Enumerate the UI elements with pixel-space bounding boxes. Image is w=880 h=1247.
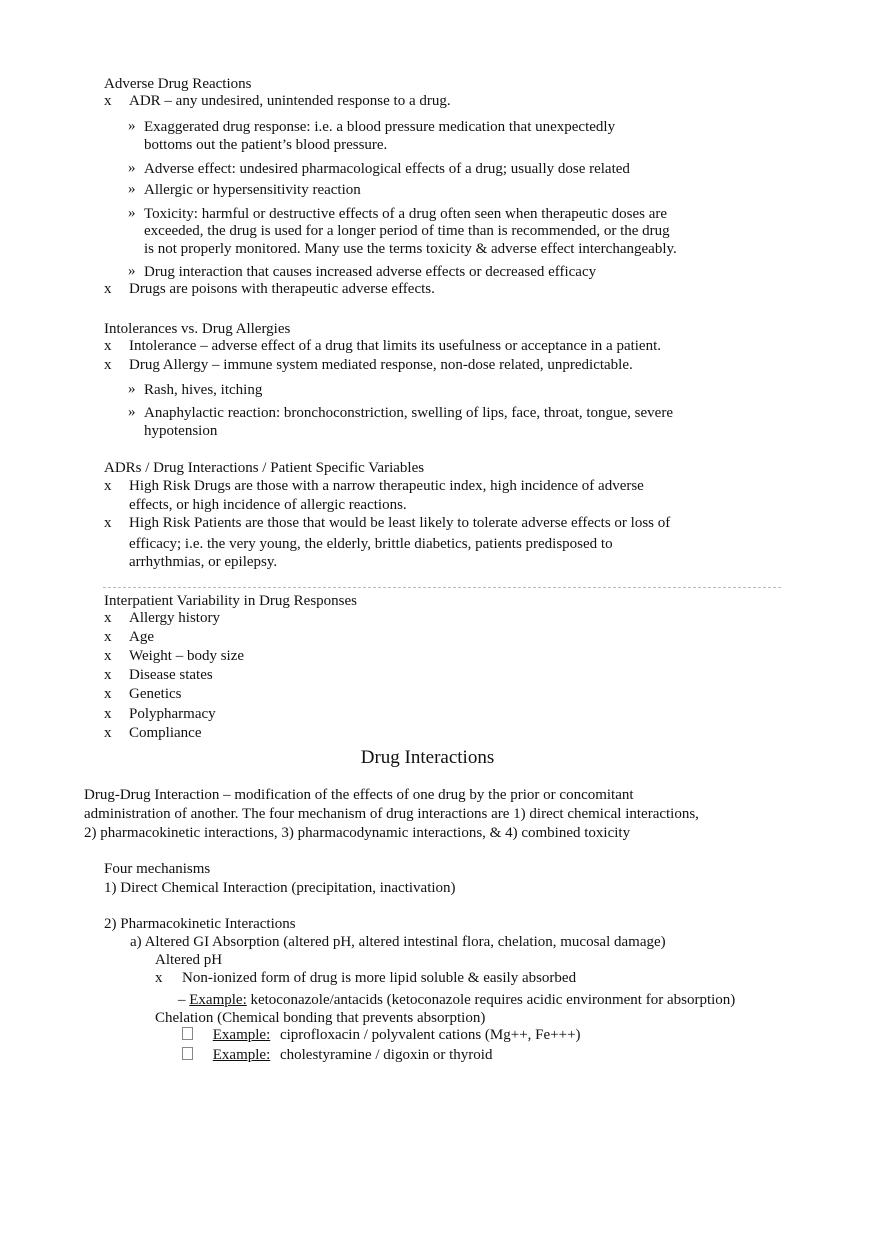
- risk-item-1-line-1: High Risk Drugs are those with a narrow therapeutic index, high incidence of adverse: [129, 478, 644, 494]
- variability-item: Disease states: [129, 667, 213, 683]
- chevron-bullet: »: [128, 381, 136, 397]
- bullet-x: x: [104, 338, 112, 354]
- bullet-x: x: [104, 667, 112, 683]
- intolerance-item-1: Intolerance – adverse effect of a drug that limits its usefulness or acceptance in a patient.: [129, 338, 662, 354]
- chevron-bullet: »: [128, 181, 136, 197]
- example-label: Example:: [212, 1047, 271, 1063]
- risk-item-2-line-3: arrhythmias, or epilepsy.: [129, 554, 278, 570]
- chevron-bullet: »: [128, 118, 136, 134]
- bullet-x: x: [155, 970, 163, 986]
- bullet-x: x: [104, 610, 112, 626]
- variability-item: Compliance: [129, 725, 202, 741]
- risk-item-2-line-2: efficacy; i.e. the very young, the elderly, brittle diabetics, patients predisposed to: [129, 536, 613, 552]
- section-title-adrs-interactions: ADRs / Drug Interactions / Patient Specific Variables: [104, 460, 425, 476]
- adr-item-1: ADR – any undesired, unintended response to a drug.: [129, 93, 451, 109]
- adr-sub-5: Drug interaction that causes increased adverse effects or decreased efficacy: [144, 264, 597, 280]
- dash-bullet: –: [178, 992, 186, 1008]
- variability-item: Weight – body size: [129, 648, 245, 664]
- bullet-x: x: [104, 478, 112, 494]
- dashed-separator: [103, 587, 781, 588]
- allergy-sub-1: Rash, hives, itching: [144, 382, 263, 398]
- bullet-x: x: [104, 357, 112, 373]
- example-line-3: [182, 1046, 492, 1064]
- variability-item: Genetics: [129, 686, 182, 702]
- bullet-x: x: [104, 706, 112, 722]
- bullet-x: x: [104, 93, 112, 109]
- bullet-x: x: [104, 725, 112, 741]
- adr-sub-3: Allergic or hypersensitivity reaction: [144, 182, 361, 198]
- non-ionized-item: Non-ionized form of drug is more lipid soluble & easily absorbed: [182, 970, 577, 986]
- bullet-x: x: [104, 515, 112, 531]
- chevron-bullet: »: [128, 263, 136, 279]
- altered-ph-label: Altered pH: [155, 952, 223, 968]
- adr-sub-1-line-1: Exaggerated drug response: i.e. a blood pressure medication that unexpectedly: [144, 119, 616, 135]
- variability-item: Allergy history: [129, 610, 220, 626]
- adr-sub-4-line-3: is not properly monitored. Many use the terms toxicity & adverse effect interchangeably.: [144, 241, 677, 257]
- mechanism-2a: a) Altered GI Absorption (altered pH, altered intestinal flora, chelation, mucosal damage): [130, 934, 666, 950]
- chevron-bullet: »: [128, 404, 136, 420]
- intro-line-2: administration of another. The four mechanism of drug interactions are 1) direct chemical interactions,: [84, 806, 699, 822]
- chelation-label: Chelation (Chemical bonding that prevents absorption): [155, 1010, 486, 1026]
- mechanism-1: 1) Direct Chemical Interaction (precipitation, inactivation): [104, 880, 456, 896]
- section-title-variability: Interpatient Variability in Drug Responses: [104, 593, 358, 609]
- variability-item: Polypharmacy: [129, 706, 216, 722]
- adr-sub-4-line-1: Toxicity: harmful or destructive effects of a drug often seen when therapeutic doses are: [144, 206, 668, 222]
- mechanisms-title: Four mechanisms: [104, 861, 211, 877]
- example-label: Example:: [212, 1027, 271, 1043]
- bullet-x: x: [104, 629, 112, 645]
- allergy-sub-2-line-2: hypotension: [144, 423, 218, 439]
- adr-sub-2: Adverse effect: undesired pharmacological effects of a drug; usually dose related: [144, 161, 630, 177]
- adr-item-2: Drugs are poisons with therapeutic adverse effects.: [129, 281, 435, 297]
- intolerance-item-2: Drug Allergy – immune system mediated response, non-dose related, unpredictable.: [129, 357, 633, 373]
- risk-item-1-line-2: effects, or high incidence of allergic reactions.: [129, 497, 407, 513]
- allergy-sub-2-line-1: Anaphylactic reaction: bronchoconstriction, swelling of lips, face, throat, tongue, severe: [144, 405, 673, 421]
- example-label: Example:: [189, 992, 247, 1008]
- mechanism-2: 2) Pharmacokinetic Interactions: [104, 916, 296, 932]
- example-text: cholestyramine / digoxin or thyroid: [279, 1047, 493, 1063]
- chevron-bullet: »: [128, 160, 136, 176]
- adr-sub-4-line-2: exceeded, the drug is used for a longer period of time than is recommended, or the drug: [144, 223, 670, 239]
- example-line-1: [178, 991, 735, 1009]
- bullet-x: x: [104, 648, 112, 664]
- example-line-2: [182, 1026, 581, 1044]
- adr-sub-1-line-2: bottoms out the patient’s blood pressure.: [144, 137, 388, 153]
- section-title-adr: Adverse Drug Reactions: [104, 76, 252, 92]
- bullet-x: x: [104, 281, 112, 297]
- chevron-bullet: »: [128, 205, 136, 221]
- example-text: ciprofloxacin / polyvalent cations (Mg++, Fe+++): [279, 1027, 581, 1043]
- checkbox-icon: [182, 1047, 193, 1060]
- example-text: ketoconazole/antacids (ketoconazole requires acidic environment for absorption): [250, 992, 736, 1008]
- variability-item: Age: [129, 629, 154, 645]
- bullet-x: x: [104, 686, 112, 702]
- risk-item-2-line-1: High Risk Patients are those that would be least likely to tolerate adverse effects or loss of: [129, 515, 671, 531]
- intro-line-3: 2) pharmacokinetic interactions, 3) pharmacodynamic interactions, & 4) combined toxicity: [84, 825, 631, 841]
- section-title-intolerances: Intolerances vs. Drug Allergies: [104, 321, 291, 337]
- intro-line-1: Drug-Drug Interaction – modification of the effects of one drug by the prior or concomitant: [84, 787, 634, 803]
- checkbox-icon: [182, 1027, 193, 1040]
- page-heading-drug-interactions: Drug Interactions: [360, 747, 495, 768]
